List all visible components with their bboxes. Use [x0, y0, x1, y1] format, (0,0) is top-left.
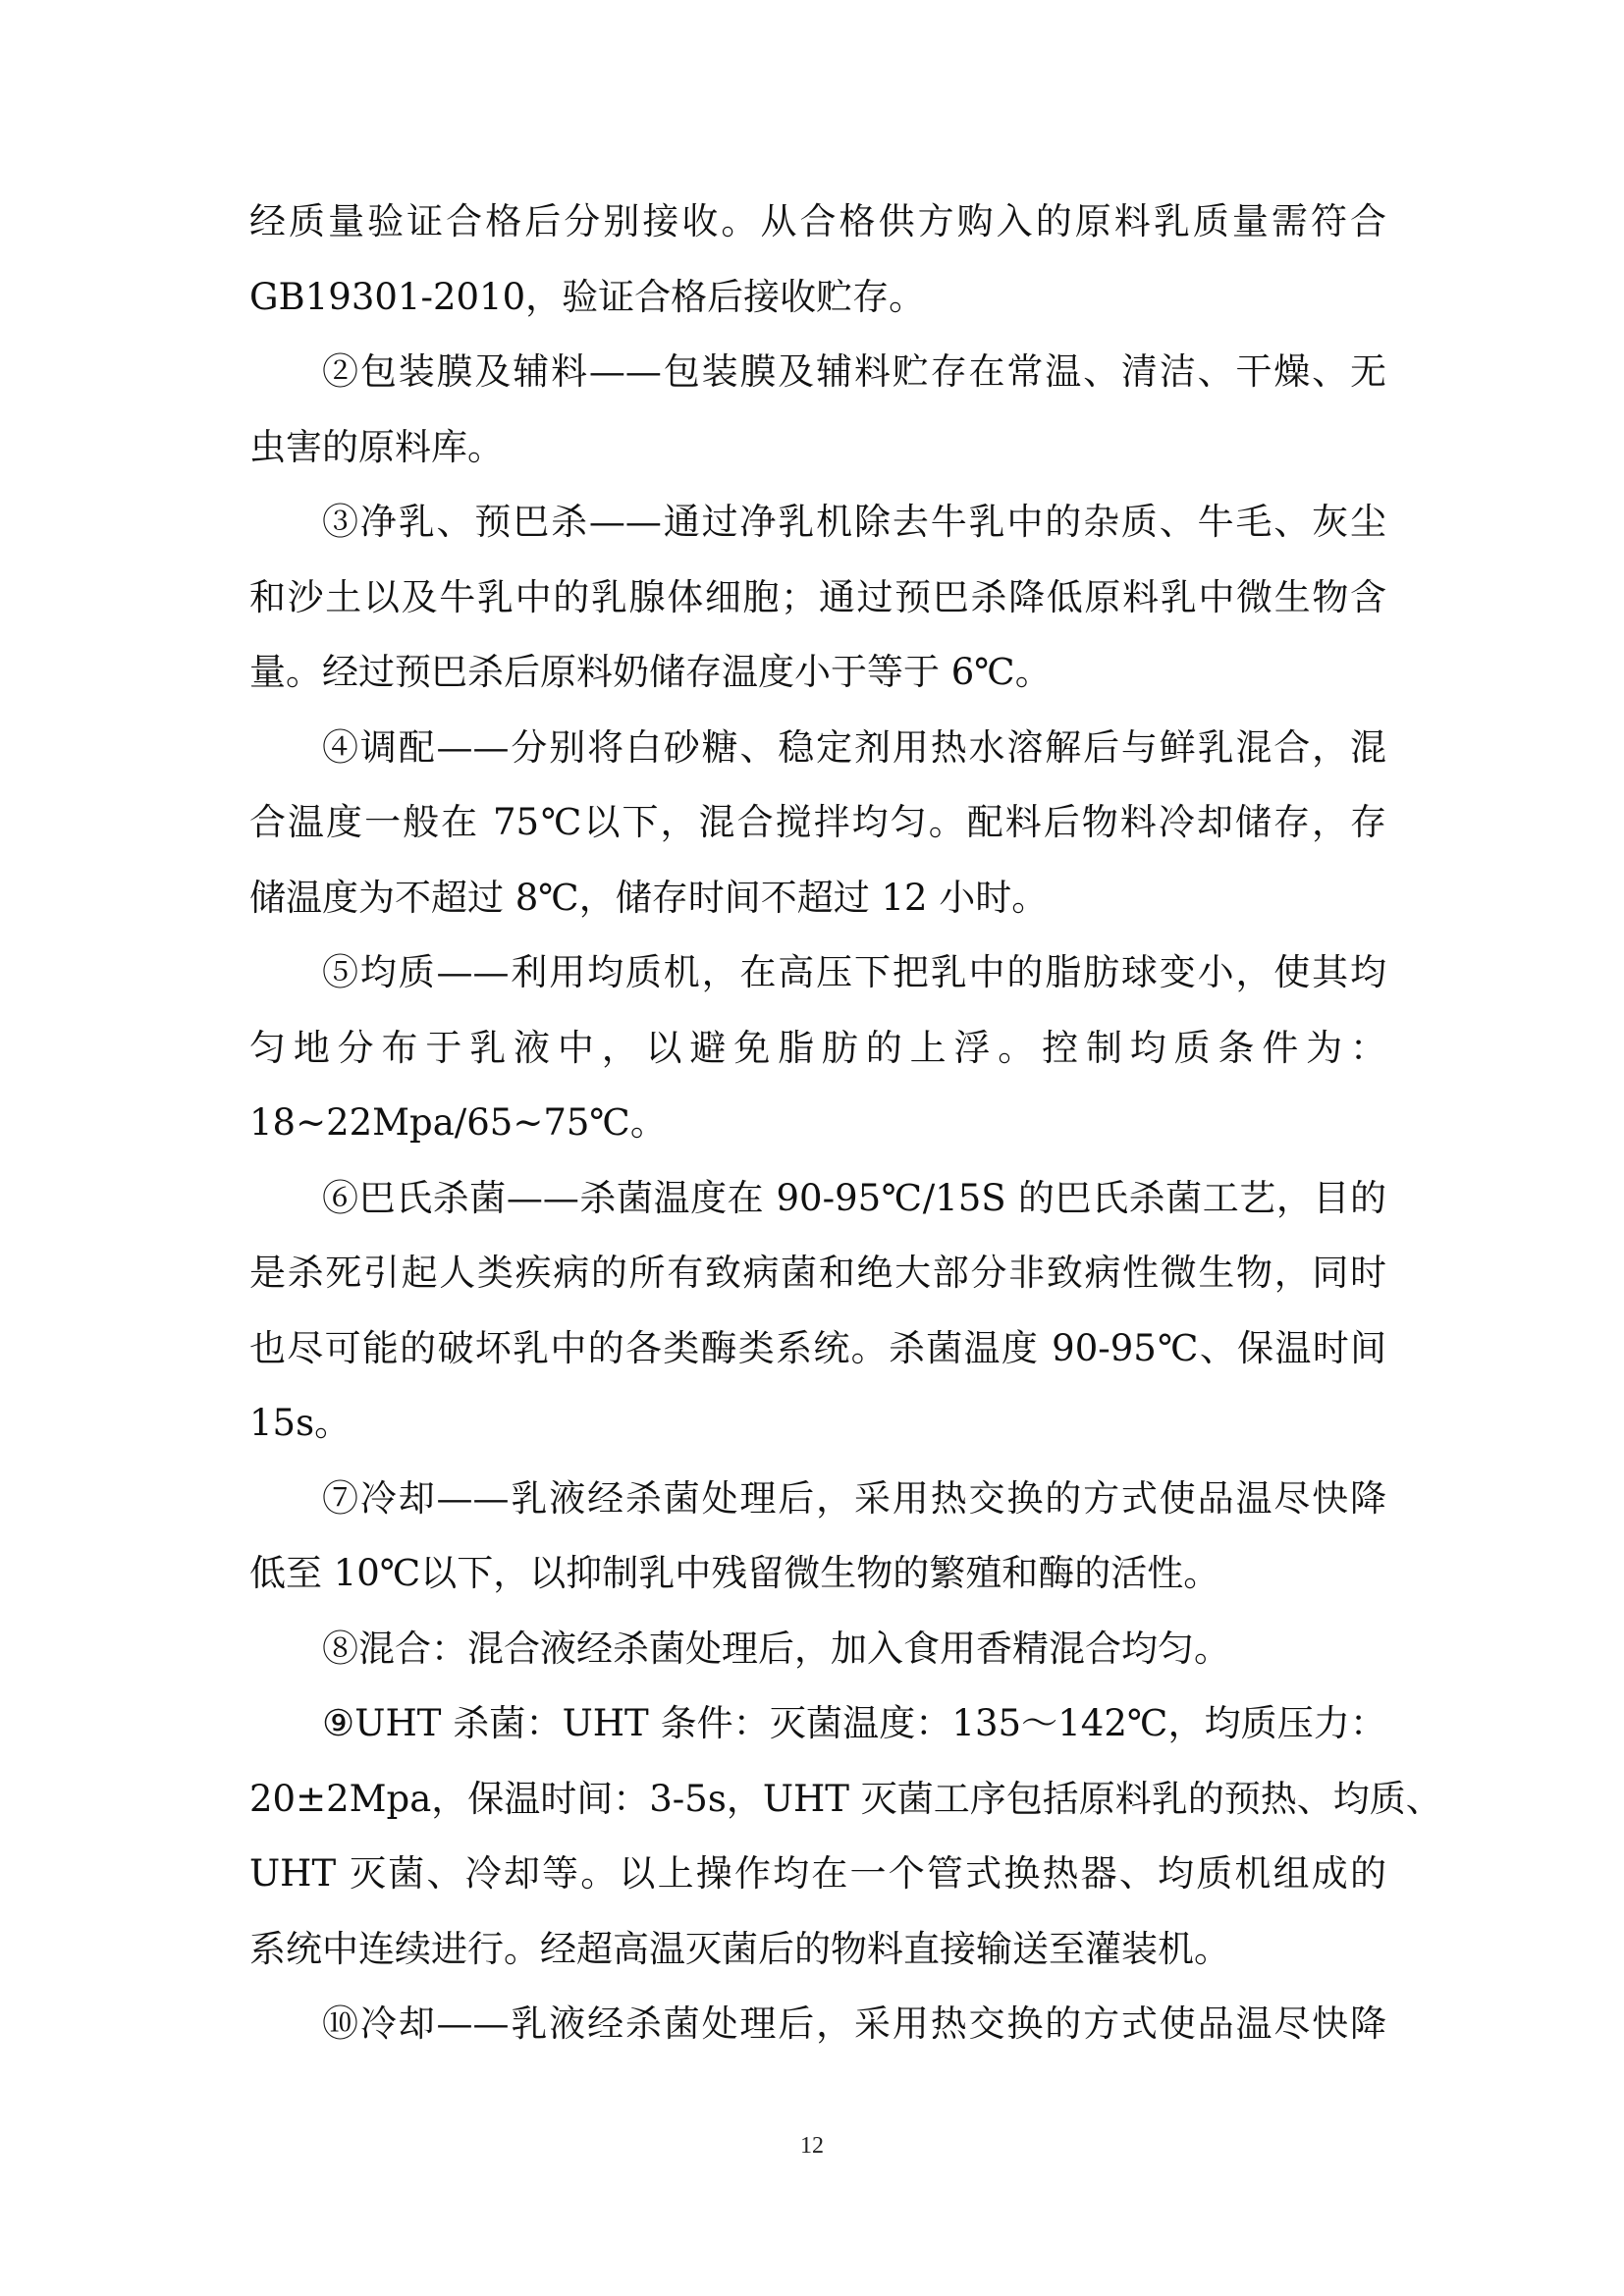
paragraph-first-line: ④调配——分别将白砂糖、稳定剂用热水溶解后与鲜乳混合，混 — [322, 725, 1386, 769]
text-line: 经质量验证合格后分别接收。从合格供方购入的原料乳质量需符合 — [249, 200, 1386, 242]
text-line: 系统中连续进行。经超高温灭菌后的物料直接输送至灌装机。 — [249, 1927, 1230, 1970]
text-line: 匀地分布于乳液中，以避免脂肪的上浮。控制均质条件为： — [249, 1026, 1386, 1069]
page-number: 12 — [800, 2133, 824, 2159]
paragraph-first-line: ⑤均质——利用均质机，在高压下把乳中的脂肪球变小，使其均 — [322, 951, 1386, 993]
text-line: 18~22Mpa/65~75℃。 — [249, 1101, 667, 1144]
text-line: 15s。 — [249, 1402, 352, 1444]
text-line: 也尽可能的破坏乳中的各类酶类系统。杀菌温度 90-95℃、保温时间 — [249, 1326, 1386, 1369]
text-line: 是杀死引起人类疾病的所有致病菌和绝大部分非致病性微生物，同时 — [249, 1252, 1386, 1294]
paragraph-first-line: ⑧混合：混合液经杀菌处理后，加入食用香精混合均匀。 — [322, 1627, 1230, 1670]
text-line: 虫害的原料库。 — [249, 425, 504, 468]
paragraph-first-line: ③净乳、预巴杀——通过净乳机除去牛乳中的杂质、牛毛、灰尘 — [322, 501, 1386, 543]
text-line: 20±2Mpa，保温时间：3-5s，UHT 灭菌工序包括原料乳的预热、均质、 — [249, 1777, 1442, 1820]
paragraph-first-line: ⑥巴氏杀菌——杀菌温度在 90-95℃/15S 的巴氏杀菌工艺，目的 — [322, 1176, 1386, 1219]
text-line: UHT 灭菌、冷却等。以上操作均在一个管式换热器、均质机组成的 — [249, 1852, 1386, 1895]
paragraph-first-line: ②包装膜及辅料——包装膜及辅料贮存在常温、清洁、干燥、无 — [322, 350, 1386, 393]
document-body — [249, 185, 1442, 2062]
paragraph-first-line: ⑨UHT 杀菌：UHT 条件：灭菌温度：135～142℃，均质压力： — [322, 1702, 1386, 1744]
text-line: 和沙土以及牛乳中的乳腺体细胞；通过预巴杀降低原料乳中微生物含 — [249, 575, 1386, 618]
text-line: 低至 10℃以下，以抑制乳中残留微生物的繁殖和酶的活性。 — [249, 1552, 1220, 1594]
text-line: GB19301-2010，验证合格后接收贮存。 — [249, 275, 926, 318]
text-line: 量。经过预巴杀后原料奶储存温度小于等于 6℃。 — [249, 651, 1052, 693]
paragraph-first-line: ⑩冷却——乳液经杀菌处理后，采用热交换的方式使品温尽快降 — [322, 2002, 1386, 2045]
text-line: 合温度一般在 75℃以下，混合搅拌均匀。配料后物料冷却储存，存 — [249, 801, 1386, 843]
paragraph-first-line: ⑦冷却——乳液经杀菌处理后，采用热交换的方式使品温尽快降 — [322, 1476, 1386, 1520]
text-line: 储温度为不超过 8℃，储存时间不超过 12 小时。 — [249, 876, 1049, 919]
